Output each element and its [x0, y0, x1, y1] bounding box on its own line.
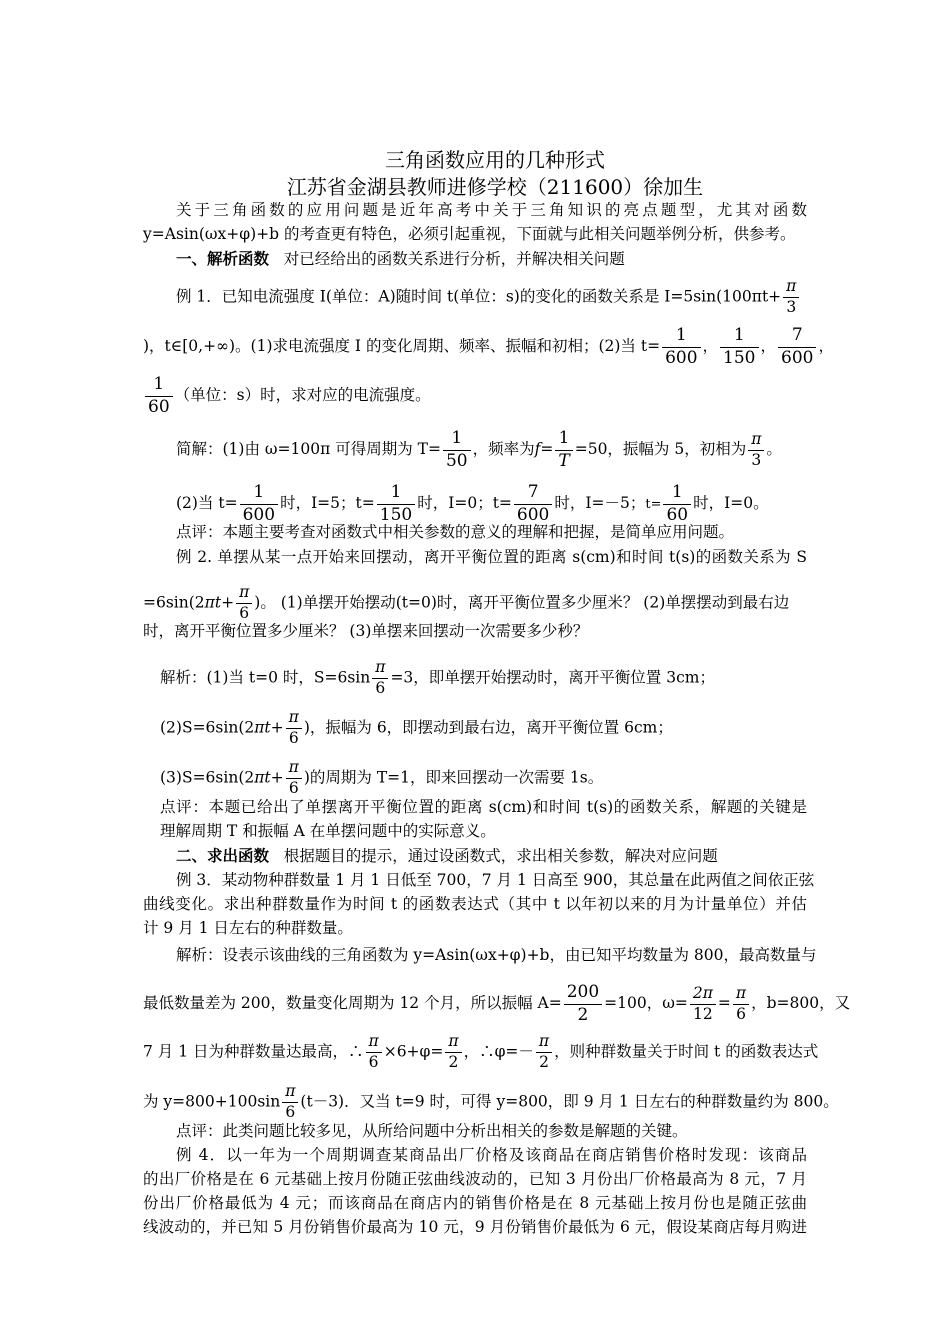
doc-title: 三角函数应用的几种形式: [385, 148, 605, 172]
example-2-line: =6sin(2πt+ $\frac{\pi}{6}$ )。 (1)单摆开始摆动(t=0)时，离开平衡位置多少厘米？ (2)单摆摆动到最右边: [143, 583, 790, 622]
fraction: $\frac{7}{600}$: [778, 326, 816, 368]
fraction: $\frac{\pi}{6}$: [286, 759, 302, 798]
example-1-line: [143, 375, 431, 417]
fraction: $\frac{\pi}{6}$: [372, 659, 388, 698]
section-desc: 根据题目的提示，通过设函数式，求出相关参数，解决对应问题: [283, 847, 718, 865]
comment-2-line: 理解周期 T 和振幅 A 在单摆问题中的实际意义。: [160, 822, 496, 840]
section-desc: 对已经给出的函数关系进行分析，并解决相关问题: [283, 250, 625, 268]
fraction: $\frac{2\pi}{12}$: [690, 985, 716, 1024]
example-1-line: [176, 278, 801, 317]
solution-1-line: (2)当 t= $\frac{1}{600}$ 时，I=5；t= $\frac{1}{150}$ 时，I=0；t= $\frac{7}{600}$ 时，I=－5；t= $\frac{1}{60}$ 时，I=0。: [176, 482, 769, 525]
fraction: $\frac{\pi}{6}$: [733, 985, 749, 1024]
text-run: 例 1．已知电流强度 I(单位：A)随时间 t(单位：s)的变化的函数关系是 I=5sin(100πt+: [176, 287, 782, 306]
example-2-line: 例 2. 单摆从某一点开始来回摆动，离开平衡位置的距离 s(cm)和时间 t(s)的函数关系为 S: [176, 548, 807, 566]
section-heading: [176, 846, 718, 866]
solution-2-line: 解析：(1)当 t=0 时，S=6sin $\frac{\pi}{6}$ =3，即单摆开始摆动时，离开平衡位置 3cm；: [160, 658, 715, 697]
fraction: $\frac{1}{T}$: [555, 429, 572, 471]
solution-3-line: 最低数量差为 200，数量变化周期为 12 个月，所以振幅 A= $\frac{200}{2}$ =100，ω= $\frac{2\pi}{12}$ = $\frac{\pi}{6}$ ，b=800，又: [143, 982, 851, 1025]
example-3-line: 计 9 月 1 日左右的种群数量。: [143, 919, 353, 937]
section-title: 一、解析函数: [176, 249, 270, 268]
solution-1-line: 简解：(1)由 ω=100π 可得周期为 T= $\frac{1}{50}$ ，频率为f= $\frac{1}{T}$ =50，振幅为 5，初相为 $\frac{\pi}{3}$ 。: [176, 428, 782, 471]
solution-3-line: 解析：设表示该曲线的三角函数为 y=Asin(ωx+φ)+b，由已知平均数量为 800，最高数量与: [176, 946, 817, 964]
fraction: $\frac{\pi}{3}$: [748, 431, 764, 470]
fraction: $\frac{1}{150}$: [720, 326, 758, 368]
intro-line: y=Asin(ωx+φ)+b 的考查更有特色，必须引起重视，下面就与此相关问题举例分析，供参考。: [143, 225, 796, 243]
section-heading: [176, 249, 625, 269]
section-title: 二、求出函数: [176, 846, 270, 865]
fraction: $\frac{200}{2}$: [564, 983, 602, 1025]
example-2-line: 时，离开平衡位置多少厘米？ (3)单摆来回摆动一次需要多少秒？: [143, 622, 589, 640]
fraction: $\frac{1}{150}$: [377, 483, 415, 525]
solution-2-line: (2)S=6sin(2πt+ $\frac{\pi}{6}$ )，振幅为 6，即摆动到最右边，离开平衡位置 6cm；: [160, 708, 673, 747]
fraction: $\frac{1}{600}$: [240, 483, 278, 525]
doc-author: 江苏省金湖县教师进修学校（211600）徐加生: [286, 175, 704, 199]
text-run: （单位：s）时，求对应的电流强度。: [174, 386, 431, 405]
fraction: $\frac{\pi}{2}$: [536, 1033, 552, 1072]
fraction: $\frac{1}{60}$: [663, 483, 691, 525]
fraction: $\frac{\pi}{6}$: [236, 584, 252, 623]
solution-2-line: (3)S=6sin(2πt+ $\frac{\pi}{6}$ )的周期为 T=1，即来回摆动一次需要 1s。: [160, 758, 604, 797]
fraction: $\frac{1}{600}$: [662, 326, 700, 368]
example-4-line: 例 4．以一年为一个周期调查某商品出厂价格及该商品在商店销售价格时发现：该商品: [176, 1146, 807, 1164]
comment-2-line: 点评：本题已给出了单摆离开平衡位置的距离 s(cm)和时间 t(s)的函数关系，解题的关键是: [160, 798, 807, 816]
example-3-line: 曲线变化。求出种群数量作为时间 t 的函数表达式（其中 t 以年初以来的月为计量单位）并估: [143, 895, 807, 913]
example-4-line: 份出厂价格最低为 4 元；而该商品在商店内的销售价格是在 8 元基础上按月份也是随正弦曲: [143, 1194, 807, 1212]
intro-line: 关于三角函数的应用问题是近年高考中关于三角知识的亮点题型，尤其对函数: [176, 201, 807, 219]
solution-3-line: 为 y=800+100sin $\frac{\pi}{6}$ (t－3)．又当 t=9 时，可得 y=800，即 9 月 1 日左右的种群数量约为 800。: [143, 1082, 839, 1121]
fraction: $\frac{\pi}{3}$: [783, 278, 799, 317]
fraction: $\frac{1}{50}$: [443, 429, 471, 471]
fraction: $\frac{\pi}{6}$: [286, 709, 302, 748]
fraction: $\frac{7}{600}$: [514, 483, 552, 525]
comment-1: 点评：本题主要考查对函数式中相关参数的意义的理解和把握，是简单应用问题。: [176, 523, 735, 541]
solution-3-line: 7 月 1 日为种群数量达最高，∴ $\frac{\pi}{6}$ ×6+φ= $\frac{\pi}{2}$ ，∴φ=－ $\frac{\pi}{2}$ ，则种群数量关于时间 t 的函数表达式: [143, 1032, 819, 1071]
fraction: $\frac{\pi}{6}$: [282, 1083, 298, 1122]
text-run: )，t∈[0,+∞)。(1)求电流强度 I 的变化周期、频率、振幅和初相；(2)当 t=: [143, 337, 661, 356]
fraction: $\frac{1}{60}$: [145, 375, 173, 417]
example-1-line: )，t∈[0,+∞)。(1)求电流强度 I 的变化周期、频率、振幅和初相；(2)当 t= $\frac{1}{600}$ ， $\frac{1}{150}$ ， $\frac{7}{600}$ ，: [143, 325, 834, 368]
example-4-line: 线波动的，并已知 5 月份销售价最高为 10 元，9 月份销售价最低为 6 元，假设某商店每月购进: [143, 1218, 807, 1236]
example-3-line: 例 3．某动物种群数量 1 月 1 日低至 700，7 月 1 日高至 900，其总量在此两值之间依正弦: [176, 871, 815, 889]
example-4-line: 的出厂价格是在 6 元基础上按月份随正弦曲线波动的，已知 3 月份出厂价格最高为 8 元，7 月: [143, 1170, 807, 1188]
fraction: $\frac{\pi}{2}$: [445, 1033, 461, 1072]
comment-3: 点评：此类问题比较多见，从所给问题中分析出相关的参数是解题的关键。: [176, 1122, 688, 1140]
fraction: $\frac{\pi}{6}$: [366, 1033, 382, 1072]
